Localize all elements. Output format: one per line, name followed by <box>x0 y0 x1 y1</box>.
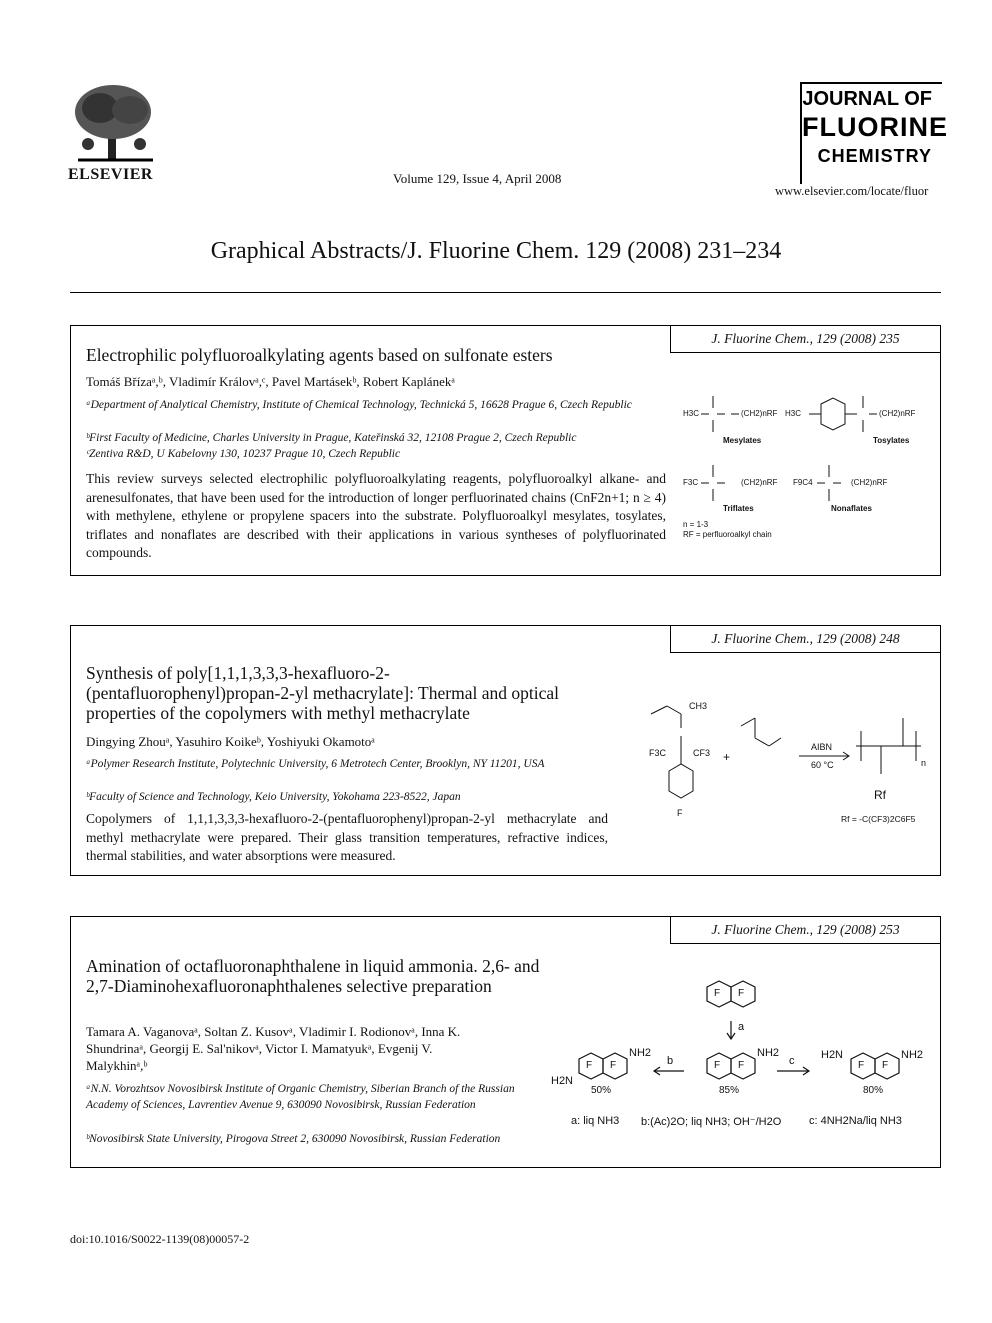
chain-label: (CH2)nRF <box>879 409 916 418</box>
header-divider <box>70 292 941 293</box>
abstract-card-3 <box>70 916 941 1168</box>
group-label: H3C <box>683 409 700 418</box>
atom-label: Rf <box>874 788 886 802</box>
step-label: b <box>667 1055 674 1067</box>
chain-label: (CH2)nRF <box>741 409 778 418</box>
fluorine-label: F <box>714 1060 721 1071</box>
yield-label: 80% <box>863 1085 884 1096</box>
fluorine-label: F <box>586 1060 593 1071</box>
fig-note: n = 1-3 <box>683 520 709 529</box>
abstract-authors: Tamara A. Vaganovaᵃ, Soltan Z. Kusovᵃ, Vladimir I. Rodionovᵃ, Inna K. Shundrinaᵃ, Georgij E. Sal'nikovᵃ, Victor I. Mamatyukᵃ, Evgenij V. Malykhinᵃ,ᵇ <box>86 1024 461 1073</box>
step-label: c <box>789 1055 795 1067</box>
group-label: F9C4 <box>793 478 813 487</box>
atom-label: CF3 <box>693 748 711 758</box>
group-label: F3C <box>683 478 699 487</box>
fluorine-label: F <box>882 1060 889 1071</box>
fig-label: Nonaflates <box>831 504 872 513</box>
yield-label: 85% <box>719 1085 740 1096</box>
affiliation: ᵇFirst Faculty of Medicine, Charles University in Prague, Kateřinská 32, 12108 Prague 2, Czech Republic <box>86 432 577 444</box>
journal-reference[interactable]: J. Fluorine Chem., 129 (2008) 235 <box>670 326 940 353</box>
fluorine-label: F <box>714 988 721 999</box>
affiliation: ᶜZentiva R&D, U Kabelovny 130, 10237 Prague 10, Czech Republic <box>86 448 401 460</box>
plus-sign: + <box>723 750 731 764</box>
abstract-title: Amination of octafluoronaphthalene in liquid ammonia. 2,6- and 2,7-Diaminohexafluoronaphthalenes selective preparation <box>86 956 540 996</box>
condition-label: c: 4NH2Na/liq NH3 <box>809 1115 902 1127</box>
group-label: NH2 <box>629 1047 652 1059</box>
affiliation: ᵇFaculty of Science and Technology, Keio University, Yokohama 223-8522, Japan <box>86 791 461 803</box>
condition-label: a: liq NH3 <box>571 1115 620 1127</box>
journal-logo-line-2: FLUORINE <box>802 112 948 142</box>
fig-note: RF = perfluoroalkyl chain <box>683 530 772 539</box>
condition-label: b:(Ac)2O; liq NH3; OH⁻/H2O <box>641 1116 782 1128</box>
abstract-authors: Dingying Zhouᵃ, Yasuhiro Koikeᵇ, Yoshiyuki Okamotoᵃ <box>86 734 375 749</box>
abstract-card-2 <box>70 625 941 876</box>
atom-label: CH3 <box>689 701 708 711</box>
amination-figure <box>551 977 941 1137</box>
polymerization-figure <box>631 696 931 831</box>
fluorine-label: F <box>738 1060 745 1071</box>
journal-logo <box>800 82 948 184</box>
publisher-name: ELSEVIER <box>68 166 153 183</box>
abstract-authors: Tomáš Břízaᵃ,ᵇ, Vladimír Královᵃ,ᶜ, Pavel Martásekᵇ, Robert Kaplánekᵃ <box>86 374 455 389</box>
rf-definition: Rf = -C(CF3)2C6F5 <box>841 814 916 824</box>
atom-label: F3C <box>649 748 667 758</box>
fig-label: Tosylates <box>873 436 910 445</box>
abstract-title: Electrophilic polyfluoroalkylating agents based on sulfonate esters <box>86 345 553 365</box>
journal-logo-line-3: CHEMISTRY <box>817 146 932 166</box>
fluorine-label: F <box>610 1060 617 1071</box>
step-label: a <box>738 1021 745 1033</box>
atom-label: n <box>921 758 927 768</box>
journal-logo-line-1: JOURNAL OF <box>802 88 932 110</box>
temperature-label: 60 °C <box>811 760 834 770</box>
journal-reference[interactable]: J. Fluorine Chem., 129 (2008) 248 <box>670 626 940 653</box>
abstract-title: Synthesis of poly[1,1,1,3,3,3-hexafluoro-2-(pentafluorophenyl)propan-2-yl methacrylate]: Thermal and optical properties of the copolymers with methyl methacrylate <box>86 663 559 723</box>
group-label: NH2 <box>757 1047 780 1059</box>
polymerization-svg <box>631 696 931 831</box>
chain-label: (CH2)nRF <box>851 478 888 487</box>
chain-label: (CH2)nRF <box>741 478 778 487</box>
group-label: H2N <box>551 1075 574 1087</box>
page-title: Graphical Abstracts/J. Fluorine Chem. 129 (2008) 231–234 <box>210 238 782 264</box>
journal-url[interactable]: www.elsevier.com/locate/fluor <box>775 184 929 198</box>
journal-reference[interactable]: J. Fluorine Chem., 129 (2008) 253 <box>670 917 940 944</box>
volume-info: Volume 129, Issue 4, April 2008 <box>393 171 562 186</box>
affiliation: ᵇNovosibirsk State University, Pirogova Street 2, 630090 Novosibirsk, Russian Federation <box>86 1133 501 1145</box>
abstract-text: Copolymers of 1,1,1,3,3,3-hexafluoro-2-(pentafluorophenyl)propan-2-yl methacrylate and methyl methacrylate were prepared. Their glass transition temperatures, refractive indices, thermal stabilities, and water absorptions were measured. <box>86 811 608 863</box>
doi-link[interactable]: doi:10.1016/S0022-1139(08)00057-2 <box>70 1232 250 1246</box>
fluorine-label: F <box>858 1060 865 1071</box>
amination-svg <box>551 977 941 1137</box>
group-label: NH2 <box>901 1049 924 1061</box>
fig-label: Mesylates <box>723 436 762 445</box>
fig-label: Triflates <box>723 504 754 513</box>
abstract-text: This review surveys selected electrophilic polyfluoroalkylating reagents, polyfluoroalkyl alkane- and arenesulfonates, that have been used for the introduction of longer perfluorinated chains (CnF2n+1; n ≥ 4) with methylene, ethylene or propylene spacers into the substrate. Polyfluoroalkyl mesylates, tosylates, triflates and nonaflates are described with their applications in various syntheses of polyfluorinated compounds. <box>86 471 666 560</box>
reagent-label: AIBN <box>811 742 833 752</box>
group-label: H2N <box>821 1049 844 1061</box>
sulfonate-figure <box>681 386 931 546</box>
affiliation: ᵃN.N. Vorozhtsov Novosibirsk Institute of Organic Chemistry, Siberian Branch of the Russian Academy of Sciences, Lavrentiev Avenue 9, 630090 Novosibirsk, Russian Federation <box>86 1083 515 1111</box>
affiliation: ᵃDepartment of Analytical Chemistry, Institute of Chemical Technology, Technická 5, 16628 Prague 6, Czech Republic <box>86 399 632 411</box>
fluorine-label: F <box>738 988 745 999</box>
group-label: H3C <box>785 409 802 418</box>
abstract-card-1 <box>70 325 941 576</box>
yield-label: 50% <box>591 1085 612 1096</box>
atom-label: F <box>677 808 683 818</box>
affiliation: ᵃPolymer Research Institute, Polytechnic University, 6 Metrotech Center, Brooklyn, NY 11201, USA <box>86 758 545 770</box>
